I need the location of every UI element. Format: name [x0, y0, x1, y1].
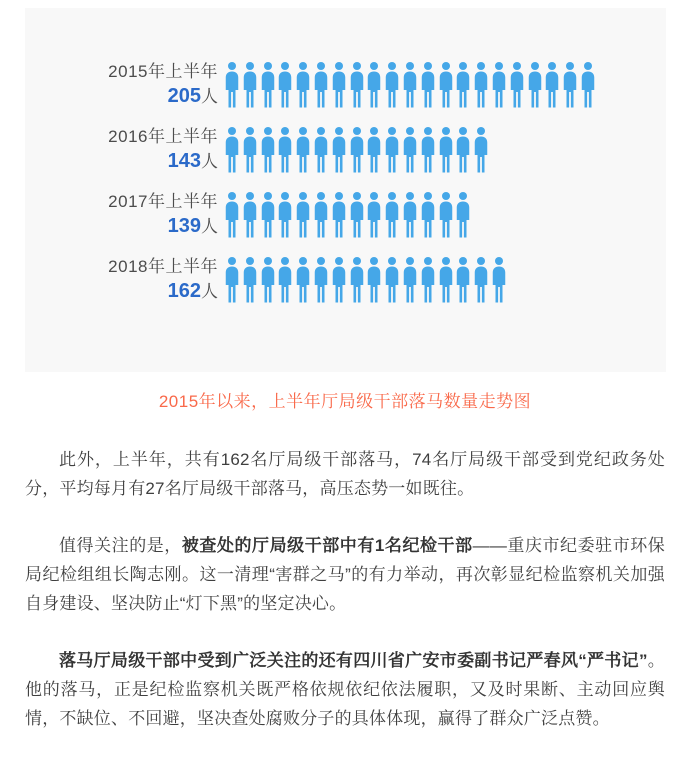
pictogram-chart-panel	[25, 8, 666, 372]
paragraph-text: ——重庆市纪委驻市环保局纪检组组长陶志刚。这一清理“害群之马”的有力举动，再次彰显纪检监察机关加强自身建设、坚决防止“灯下黑”的坚定决心。	[25, 536, 666, 613]
person-icon	[260, 61, 276, 109]
chart-row-label: 2015年上半年	[108, 62, 218, 81]
person-icon	[402, 126, 418, 174]
person-icon	[384, 126, 400, 174]
person-icon	[242, 126, 258, 174]
person-icon	[331, 256, 347, 304]
paragraph-text: 此外，上半年，共有162名厅局级干部落马，74名厅局级干部受到党纪政务处分，平均每月有27名厅局级干部落马，高压态势一如既往。	[25, 450, 665, 498]
person-icon	[295, 191, 311, 239]
person-icon	[295, 256, 311, 304]
person-icon	[366, 191, 382, 239]
chart-rows	[25, 60, 666, 305]
chart-row-icons	[224, 256, 509, 304]
person-icon	[384, 61, 400, 109]
person-icon	[349, 256, 365, 304]
person-icon	[438, 61, 454, 109]
chart-row	[25, 60, 666, 110]
person-icon	[349, 126, 365, 174]
paragraph-bold-text: 被查处的厅局级干部中有1名纪检干部	[181, 536, 473, 555]
person-icon	[366, 256, 382, 304]
person-icon	[224, 126, 240, 174]
person-icon	[455, 61, 471, 109]
person-icon	[473, 61, 489, 109]
chart-row-label: 2017年上半年	[108, 192, 218, 211]
paragraph-text: 值得关注的是，	[59, 536, 182, 555]
person-icon	[242, 61, 258, 109]
person-icon	[331, 126, 347, 174]
chart-row-icons	[224, 61, 598, 109]
person-icon	[277, 256, 293, 304]
person-icon	[277, 191, 293, 239]
person-icon	[384, 256, 400, 304]
person-icon	[313, 191, 329, 239]
chart-row	[25, 255, 666, 305]
person-icon	[420, 256, 436, 304]
chart-row	[25, 125, 666, 175]
person-icon	[544, 61, 560, 109]
person-icon	[349, 191, 365, 239]
person-icon	[455, 256, 471, 304]
person-icon	[438, 191, 454, 239]
person-icon	[491, 256, 507, 304]
person-icon	[224, 61, 240, 109]
person-icon	[402, 256, 418, 304]
person-icon	[527, 61, 543, 109]
person-icon	[277, 61, 293, 109]
body-paragraph	[25, 445, 665, 503]
person-icon	[260, 191, 276, 239]
chart-row-label-block	[25, 255, 218, 305]
person-icon	[455, 126, 471, 174]
chart-row-value: 143	[167, 150, 201, 172]
person-icon	[420, 191, 436, 239]
chart-row-unit: 人	[201, 87, 218, 106]
chart-row-value-line	[25, 213, 218, 240]
chart-row-value: 205	[167, 85, 201, 107]
chart-row-value-line	[25, 83, 218, 110]
person-icon	[260, 256, 276, 304]
person-icon	[438, 126, 454, 174]
chart-row-label: 2018年上半年	[108, 257, 218, 276]
person-icon	[473, 126, 489, 174]
person-icon	[438, 256, 454, 304]
chart-row-icons	[224, 126, 491, 174]
chart-row-value-line	[25, 148, 218, 175]
chart-caption: 2015年以来，上半年厅局级干部落马数量走势图	[158, 392, 532, 411]
person-icon	[366, 61, 382, 109]
person-icon	[562, 61, 578, 109]
chart-row-label-block	[25, 125, 218, 175]
paragraph-bold-text: 落马厅局级干部中受到广泛关注的还有四川省广安市委副书记严春风“严书记”	[59, 651, 648, 670]
body-paragraph	[25, 646, 665, 733]
person-icon	[420, 61, 436, 109]
person-icon	[242, 256, 258, 304]
person-icon	[295, 126, 311, 174]
person-icon	[313, 61, 329, 109]
article-page	[0, 8, 690, 733]
article-body	[0, 445, 690, 733]
person-icon	[580, 61, 596, 109]
person-icon	[277, 126, 293, 174]
person-icon	[473, 256, 489, 304]
person-icon	[420, 126, 436, 174]
chart-row	[25, 190, 666, 240]
body-paragraph	[25, 531, 665, 618]
person-icon	[349, 61, 365, 109]
person-icon	[224, 256, 240, 304]
person-icon	[331, 61, 347, 109]
person-icon	[313, 256, 329, 304]
person-icon	[366, 126, 382, 174]
person-icon	[313, 126, 329, 174]
person-icon	[242, 191, 258, 239]
paragraph-text: 。他的落马，正是纪检监察机关既严格依规依纪依法履职，又及时果断、主动回应舆情，不缺位、不回避，坚决查处腐败分子的具体体现，赢得了群众广泛点赞。	[25, 651, 665, 728]
person-icon	[455, 191, 471, 239]
person-icon	[331, 191, 347, 239]
person-icon	[384, 191, 400, 239]
person-icon	[224, 191, 240, 239]
person-icon	[402, 61, 418, 109]
chart-row-label-block	[25, 60, 218, 110]
chart-row-label: 2016年上半年	[108, 127, 218, 146]
chart-row-icons	[224, 191, 473, 239]
chart-row-value: 162	[167, 280, 201, 302]
person-icon	[491, 61, 507, 109]
person-icon	[402, 191, 418, 239]
person-icon	[260, 126, 276, 174]
chart-row-unit: 人	[201, 152, 218, 171]
person-icon	[509, 61, 525, 109]
chart-row-value: 139	[167, 215, 201, 237]
chart-row-unit: 人	[201, 282, 218, 301]
chart-row-label-block	[25, 190, 218, 240]
chart-row-value-line	[25, 278, 218, 305]
chart-row-unit: 人	[201, 217, 218, 236]
person-icon	[295, 61, 311, 109]
